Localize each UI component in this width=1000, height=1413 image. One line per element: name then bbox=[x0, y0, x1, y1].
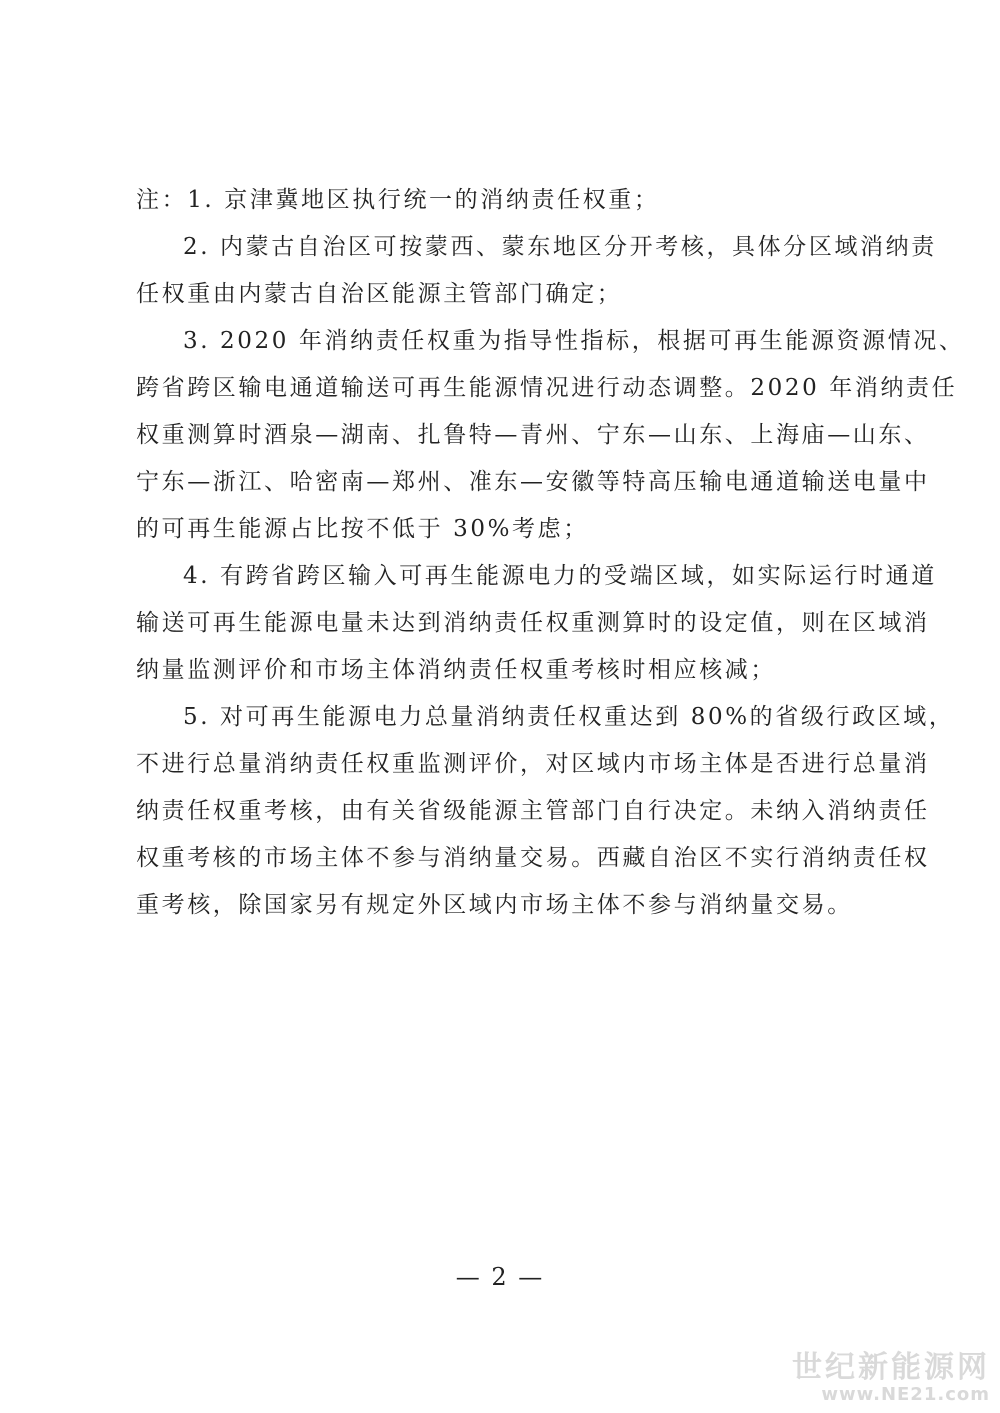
note-1-line-1: 注：1. 京津冀地区执行统一的消纳责任权重； bbox=[136, 187, 660, 213]
note-5-line-2: 不进行总量消纳责任权重监测评价，对区域内市场主体是否进行总量消 bbox=[136, 751, 930, 777]
watermark bbox=[792, 1351, 990, 1405]
note-4-line-2: 输送可再生能源电量未达到消纳责任权重测算时的设定值，则在区域消 bbox=[136, 610, 930, 636]
note-3-line-3: 权重测算时酒泉—湖南、扎鲁特—青州、宁东—山东、上海庙—山东、 bbox=[136, 422, 930, 448]
note-4-line-1: 4. 有跨省跨区输入可再生能源电力的受端区域，如实际运行时通道 bbox=[183, 563, 937, 589]
note-3-line-1: 3. 2020 年消纳责任权重为指导性指标，根据可再生能源资源情况、 bbox=[183, 328, 965, 354]
note-3-line-4: 宁东—浙江、哈密南—郑州、准东—安徽等特高压输电通道输送电量中 bbox=[136, 469, 930, 495]
watermark-url: www.NE21.com bbox=[821, 1384, 990, 1405]
note-2-line-2: 任权重由内蒙古自治区能源主管部门确定； bbox=[136, 281, 623, 307]
notes-section bbox=[136, 180, 965, 932]
note-5-line-3: 纳责任权重考核，由有关省级能源主管部门自行决定。未纳入消纳责任 bbox=[136, 798, 930, 824]
note-3-line-2: 跨省跨区输电通道输送可再生能源情况进行动态调整。2020 年消纳责任 bbox=[136, 375, 958, 401]
note-4-line-3: 纳量监测评价和市场主体消纳责任权重考核时相应核减； bbox=[136, 657, 776, 683]
note-5-line-4: 权重考核的市场主体不参与消纳量交易。西藏自治区不实行消纳责任权 bbox=[136, 845, 930, 871]
note-5-line-5: 重考核，除国家另有规定外区域内市场主体不参与消纳量交易。 bbox=[136, 892, 853, 918]
note-5-line-1: 5. 对可再生能源电力总量消纳责任权重达到 80%的省级行政区域， bbox=[183, 704, 955, 730]
note-3-line-5: 的可再生能源占比按不低于 30%考虑； bbox=[136, 516, 589, 542]
page-number: — 2 — bbox=[455, 1263, 545, 1291]
watermark-name: 世纪新能源网 bbox=[792, 1350, 990, 1385]
note-2-line-1: 2. 内蒙古自治区可按蒙西、蒙东地区分开考核，具体分区域消纳责 bbox=[183, 234, 937, 260]
